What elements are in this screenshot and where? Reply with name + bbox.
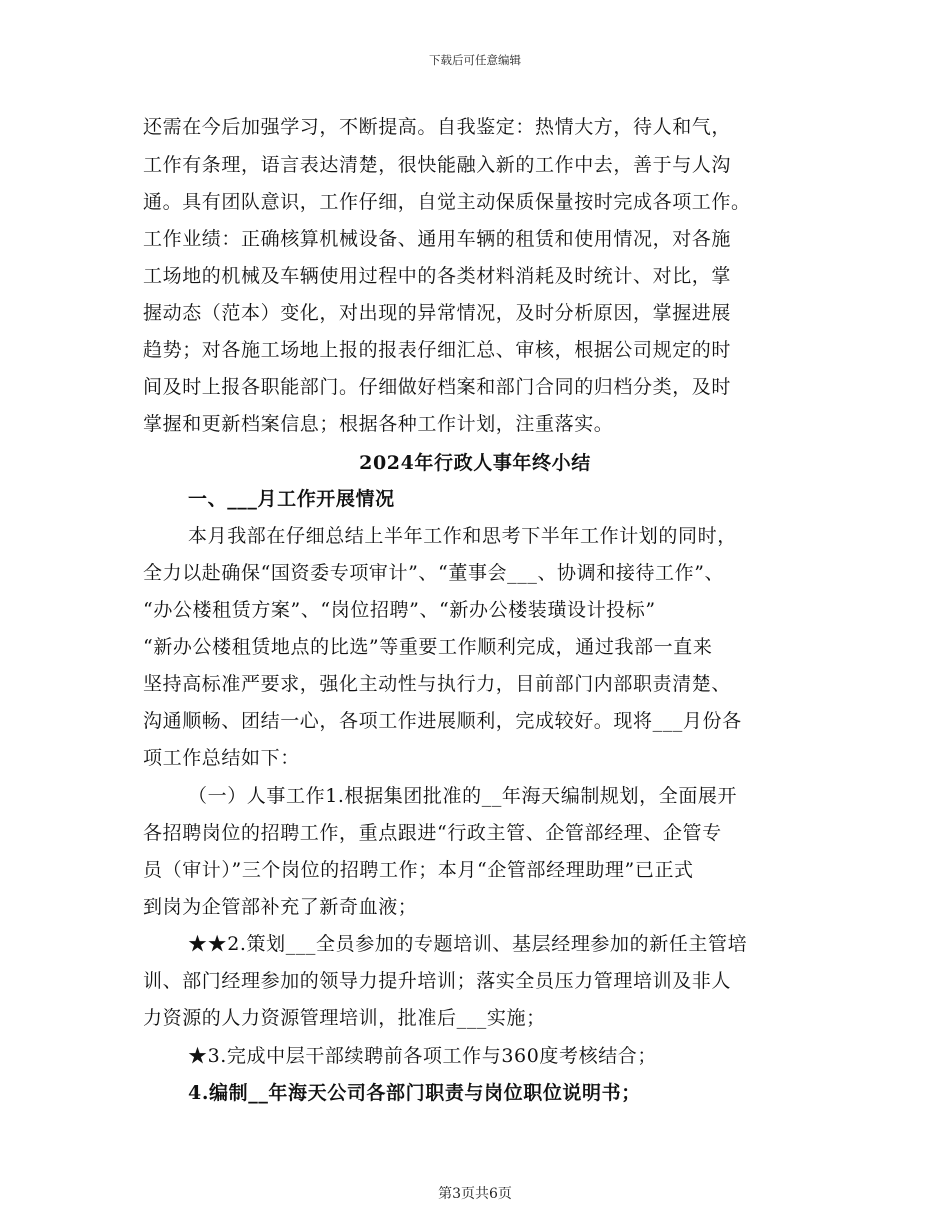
paragraph-line: 趋势；对各施工场地上报的报表仔细汇总、审核，根据公司规定的时: [143, 339, 732, 361]
paragraph-line: 还需在今后加强学习，不断提高。自我鉴定：热情大方，待人和气，: [143, 116, 732, 138]
paragraph-line: 4.编制__年海天公司各部门职责与岗位职位说明书；: [188, 1082, 641, 1104]
paragraph-line: 间及时上报各职能部门。仔细做好档案和部门合同的归档分类，及时: [143, 376, 732, 398]
document-title: 2024年行政人事年终小结: [359, 452, 591, 474]
paragraph-line: 通。具有团队意识，工作仔细，自觉主动保质保量按时完成各项工作。: [143, 191, 751, 213]
paragraph-line: 本月我部在仔细总结上半年工作和思考下半年工作计划的同时，: [188, 525, 737, 547]
paragraph-line: 握动态（范本）变化，对出现的异常情况，及时分析原因，掌握进展: [143, 302, 732, 324]
paragraph-line: 工场地的机械及车辆使用过程中的各类材料消耗及时统计、对比，掌: [143, 265, 732, 287]
paragraph-line: 项工作总结如下：: [143, 747, 300, 769]
page-header: 下载后可任意编辑: [429, 53, 521, 67]
paragraph-line: “办公楼租赁方案”、“岗位招聘”、“新办公楼装璜设计投标”: [143, 599, 656, 621]
paragraph-line: 全力以赴确保“国资委专项审计”、“董事会___、协调和接待工作”、: [143, 562, 725, 584]
paragraph-line: （一）人事工作1.根据集团批准的__年海天编制规划，全面展开: [188, 785, 738, 807]
paragraph-line: ★3.完成中层干部续聘前各项工作与360度考核结合；: [188, 1045, 657, 1067]
paragraph-line: 掌握和更新档案信息；根据各种工作计划，注重落实。: [143, 413, 614, 435]
paragraph-line: 到岗为企管部补充了新奇血液；: [143, 896, 418, 918]
page-footer: 第3页共6页: [438, 1186, 512, 1202]
paragraph-line: 坚持高标准严要求，强化主动性与执行力，目前部门内部职责清楚、: [143, 673, 732, 695]
section-heading: 一、___月工作开展情况: [188, 488, 395, 510]
paragraph-line: 训、部门经理参加的领导力提升培训；落实全员压力管理培训及非人: [143, 970, 732, 992]
paragraph-line: 力资源的人力资源管理培训，批准后___实施；: [143, 1007, 546, 1029]
paragraph-line: 员（审计）”三个岗位的招聘工作；本月“企管部经理助理”已正式: [143, 859, 694, 881]
paragraph-line: 工作有条理，语言表达清楚，很快能融入新的工作中去，善于与人沟: [143, 154, 732, 176]
paragraph-line: 工作业绩：正确核算机械设备、通用车辆的租赁和使用情况，对各施: [143, 228, 732, 250]
paragraph-line: ★★2.策划___全员参加的专题培训、基层经理参加的新任主管培: [188, 933, 748, 955]
paragraph-line: “新办公楼租赁地点的比选”等重要工作顺利完成，通过我部一直来: [143, 636, 713, 658]
paragraph-line: 各招聘岗位的招聘工作，重点跟进“行政主管、企管部经理、企管专: [143, 822, 722, 844]
paragraph-line: 沟通顺畅、团结一心，各项工作进展顺利，完成较好。现将___月份各: [143, 710, 742, 732]
